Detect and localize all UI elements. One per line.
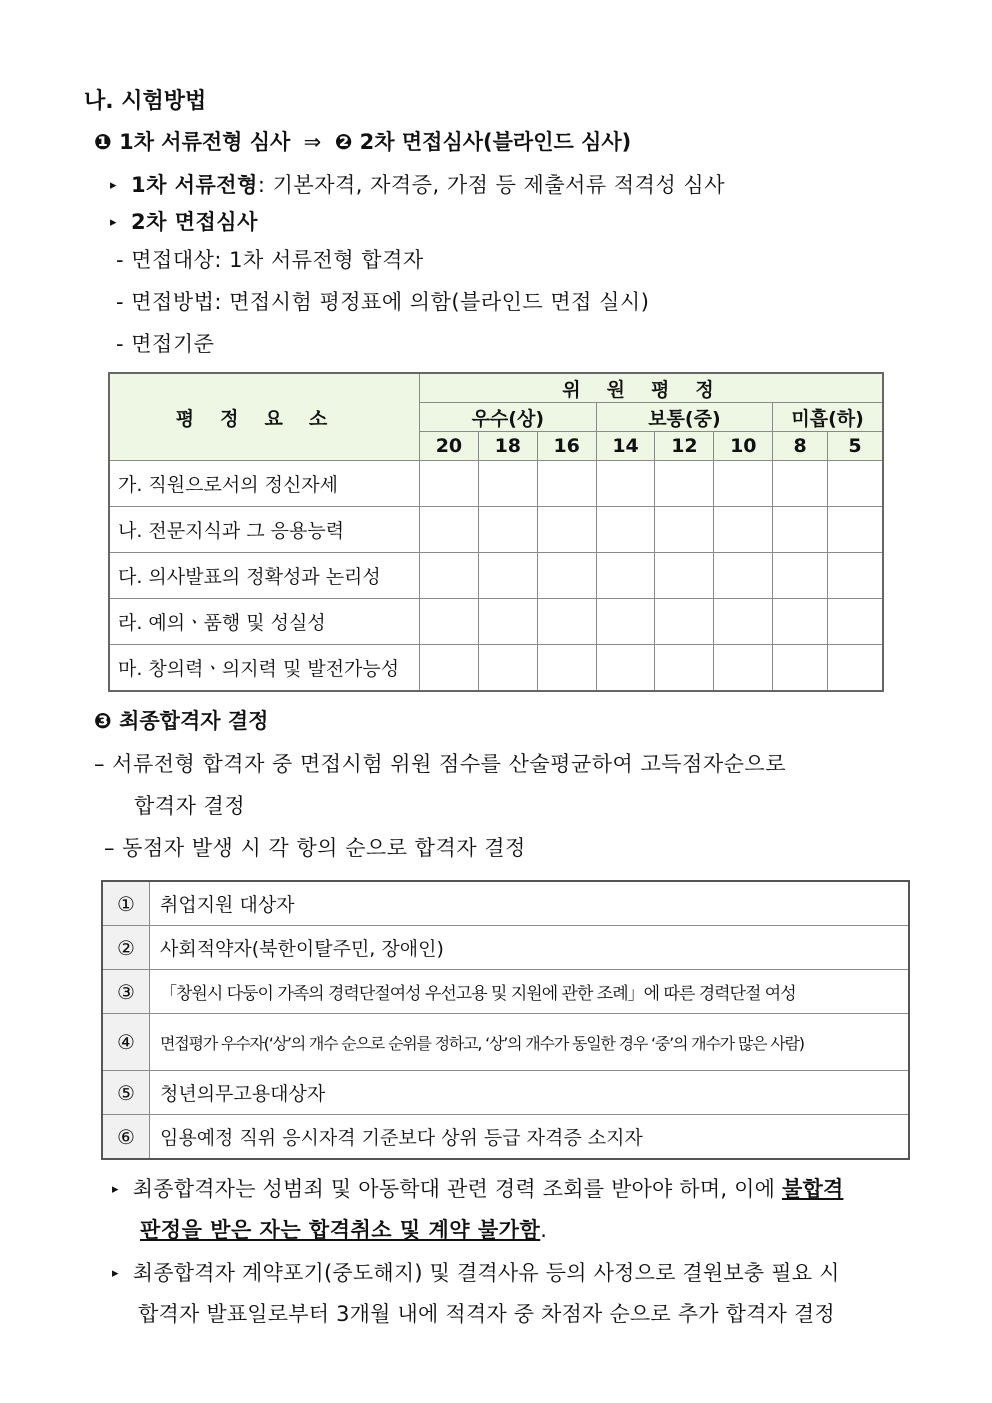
priority-text: 임용예정 직위 응시자격 기준보다 상위 등급 자격증 소지자 [150,1115,910,1160]
table-row [102,1071,909,1115]
table-row [109,507,883,553]
score-header: 20 [419,432,478,461]
final-rule-1: – 서류전형 합격자 중 면접시험 위원 점수를 산술평균하여 고득점자순으로 [94,752,786,776]
criteria-header: 평정요소 [109,373,419,461]
priority-number: ⑤ [102,1071,150,1115]
triangle-bullet-icon: ▸ [112,1182,119,1197]
item-label: 1차 서류전형 [131,173,258,197]
priority-text: 면접평가 우수자(‘상’의 개수 순으로 순위를 정하고, ‘상’의 개수가 동일한 경우 ‘중’의 개수가 많은 사람) [150,1014,910,1071]
table-row [102,1014,909,1071]
item-text: : 기본자격, 자격증, 가점 등 제출서류 적격성 심사 [257,173,725,197]
score-header: 18 [478,432,537,461]
item-label: 2차 면접심사 [131,210,258,234]
score-header: 5 [828,432,883,461]
item-interview [110,206,258,236]
interview-target: - 면접대상: 1차 서류전형 합격자 [116,248,424,272]
criteria-label: 나. 전문지식과 그 응용능력 [109,507,419,553]
criteria-label: 라. 예의ㆍ품행 및 성실성 [109,599,419,645]
section-title: 나. 시험방법 [84,89,207,114]
note-end: . [540,1218,548,1242]
item-document-screening [110,169,725,199]
note-text: 최종합격자 계약포기(중도해지) 및 결격사유 등의 사정으로 결원보충 필요 시 [132,1261,840,1285]
table-row [109,461,883,507]
evaluation-table [108,372,884,692]
final-title-text: 최종합격자 결정 [119,709,269,733]
final-rule-2: – 동점자 발생 시 각 항의 순으로 합격자 결정 [104,836,526,860]
rating-group-header: 위원평정 [419,373,883,403]
table-row [102,926,909,970]
triangle-bullet-icon: ▸ [110,178,118,193]
interview-criteria: - 면접기준 [116,332,215,356]
priority-number: ② [102,926,150,970]
criteria-label: 가. 직원으로서의 정신자세 [109,461,419,507]
note-emphasis: 판정을 받은 자는 합격취소 및 계약 불가함 [140,1218,541,1242]
note-additional-pass [112,1257,840,1287]
score-header: 14 [596,432,655,461]
triangle-bullet-icon: ▸ [110,215,118,230]
criteria-label: 다. 의사발표의 정확성과 논리성 [109,553,419,599]
table-row [102,1115,909,1160]
table-row [109,599,883,645]
note-background-check [112,1173,843,1203]
triangle-bullet-icon: ▸ [112,1266,119,1281]
step2-number-icon: ❷ [334,130,353,154]
priority-text: 청년의무고용대상자 [150,1071,910,1115]
score-header: 16 [537,432,596,461]
priority-text: 사회적약자(북한이탈주민, 장애인) [150,926,910,970]
step1-label: 1차 서류전형 심사 [119,130,291,154]
priority-number: ⑥ [102,1115,150,1160]
priority-number: ③ [102,970,150,1014]
arrow-icon: ⇒ [303,130,322,154]
steps-line [94,126,631,156]
tie-break-table [101,880,910,1160]
priority-number: ① [102,881,150,926]
priority-text: 「창원시 다둥이 가족의 경력단절여성 우선고용 및 지원에 관한 조례」에 따른 경력단절 여성 [150,970,910,1014]
score-header: 8 [773,432,828,461]
table-row [102,970,909,1014]
final-rule-1-cont: 합격자 결정 [134,794,246,818]
step1-number-icon: ❶ [94,130,112,154]
final-title [94,705,268,735]
note-additional-pass-cont: 합격자 발표일로부터 3개월 내에 적격자 중 차점자 순으로 추가 합격자 결정 [138,1302,835,1326]
score-header: 10 [714,432,773,461]
group-poor: 미흡(하) [773,403,883,432]
step3-number-icon: ❸ [94,709,112,733]
score-header: 12 [655,432,714,461]
note-text: 최종합격자는 성범죄 및 아동학대 관련 경력 조회를 받아야 하며, 이에 [132,1177,782,1201]
note-background-check-cont [140,1214,547,1244]
priority-text: 취업지원 대상자 [150,881,910,926]
table-row [109,553,883,599]
group-average: 보통(중) [596,403,773,432]
group-excellent: 우수(상) [419,403,596,432]
step2-label: 2차 면접심사(블라인드 심사) [359,130,632,154]
table-row [102,881,909,926]
criteria-label: 마. 창의력ㆍ의지력 및 발전가능성 [109,645,419,692]
table-row [109,645,883,692]
note-emphasis: 불합격 [781,1177,844,1201]
priority-number: ④ [102,1014,150,1071]
interview-method: - 면접방법: 면접시험 평정표에 의함(블라인드 면접 실시) [116,290,650,314]
